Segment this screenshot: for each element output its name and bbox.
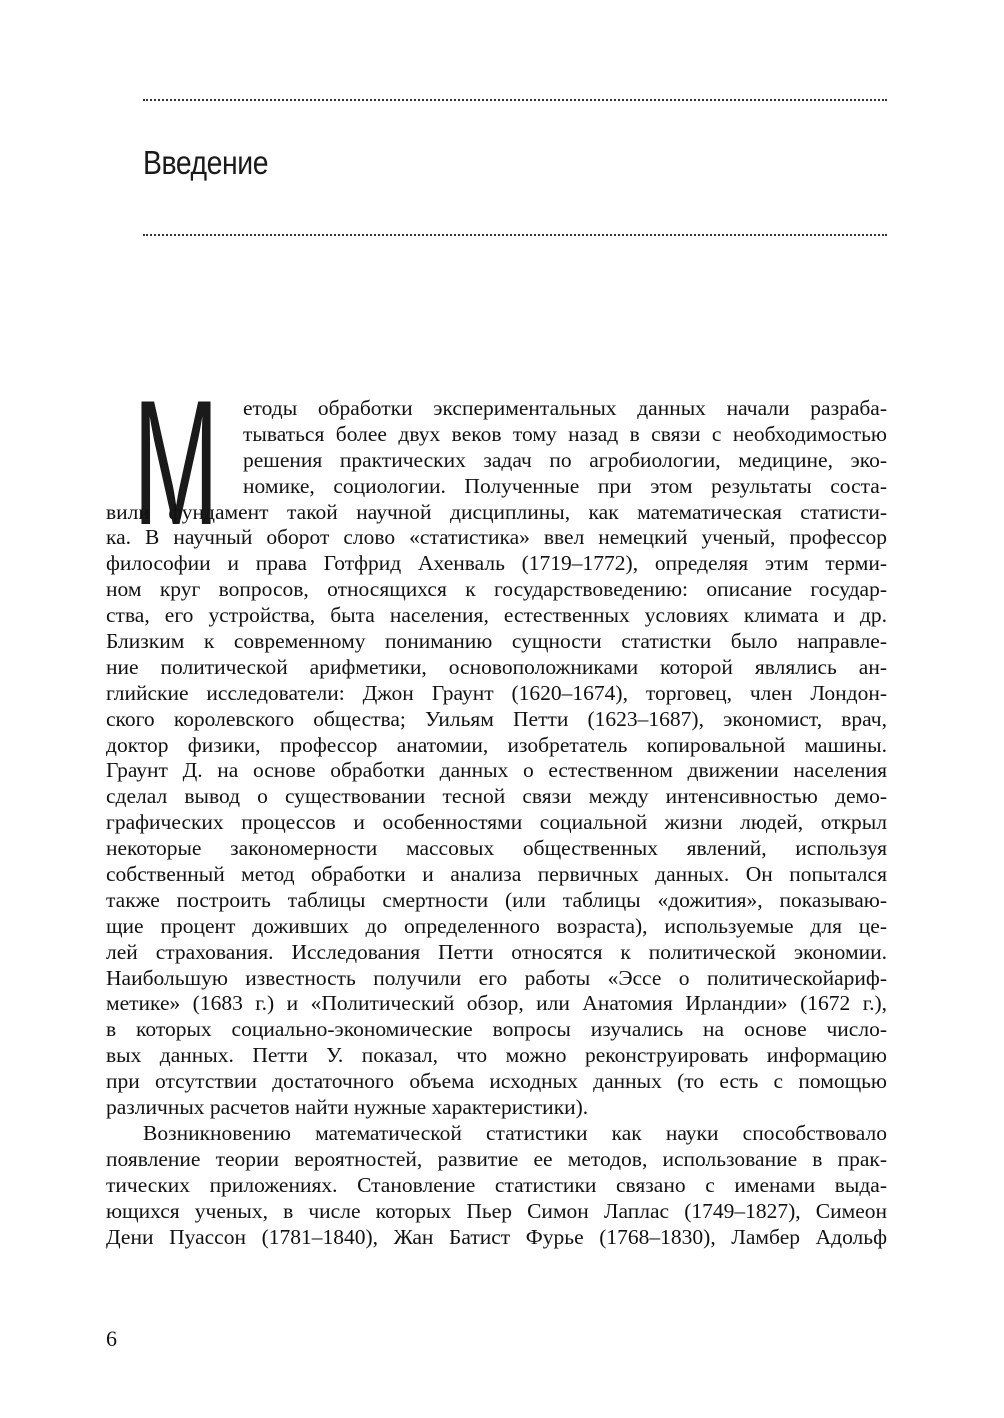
drop-cap: М xyxy=(133,363,220,562)
text-line: етоды обработки экспериментальных данных начали разраба- xyxy=(243,396,887,420)
top-dotted-rule xyxy=(143,99,887,101)
text-line: Наибольшую известность получили его работы «Эссе о политическойариф- xyxy=(106,965,887,990)
text-line: появление теории вероятностей, развитие ее методов, использование в прак- xyxy=(106,1146,887,1171)
text-line: тических приложениях. Становление статистики связано с именами выда- xyxy=(106,1172,887,1197)
paragraph-2 xyxy=(106,1121,887,1250)
body-text xyxy=(106,396,887,1250)
text-line: некоторые закономерности массовых общественных явлений, используя xyxy=(106,836,887,861)
text-line: ние политической арифметики, основоположниками которой являлись ан- xyxy=(106,654,887,679)
text-line: лей страхования. Исследования Петти относятся к политической экономии. xyxy=(106,939,887,964)
bottom-dotted-rule xyxy=(143,234,887,236)
text-line: тываться более двух веков тому назад в связи с необходимостью xyxy=(243,421,887,446)
text-line: графических процессов и особенностями социальной жизни людей, открыл xyxy=(106,810,887,835)
text-line: различных расчетов найти нужные характеристики). xyxy=(106,1095,589,1120)
text-line: вых данных. Петти У. показал, что можно реконструировать информацию xyxy=(106,1043,887,1068)
text-line: в которых социально-экономические вопросы изучались на основе числo- xyxy=(106,1017,887,1042)
text-line: Дени Пуассон (1781–1840), Жан Батист Фурье (1768–1830), Ламбер Адольф xyxy=(106,1224,887,1249)
text-line: глийские исследователи: Джон Граунт (1620–1674), торговец, член Лондон- xyxy=(106,680,887,705)
text-line: вили фундамент такой научной дисциплины, как математическая статисти- xyxy=(106,499,887,524)
text-line: сделал вывод о существовании тесной связи между интенсивностью демо- xyxy=(106,784,887,809)
page-number: 6 xyxy=(106,1326,117,1351)
text-line: также построить таблицы смертности (или таблицы «дожития», показываю- xyxy=(106,887,887,912)
text-line: номике, социологии. Полученные при этом результаты соста- xyxy=(243,473,887,498)
text-line: ном круг вопросов, относящихся к государствоведению: описание государ- xyxy=(106,577,887,602)
paragraph-1 xyxy=(106,396,887,1121)
text-line: решения практических задач по агробиологии, медицине, эко- xyxy=(243,447,887,472)
text-line: при отсутствии достаточного объема исходных данных (то есть с помощью xyxy=(106,1069,887,1094)
text-line: щие процент доживших до определенного возраста), используемые для це- xyxy=(106,913,887,938)
text-line: философии и права Готфрид Ахенваль (1719–1772), определяя этим терми- xyxy=(106,551,887,576)
text-line: метике» (1683 г.) и «Политический обзор, или Анатомия Ирландии» (1672 г.), xyxy=(106,991,887,1016)
text-line: Близким к современному пониманию сущности статистки было направле- xyxy=(106,629,887,654)
text-line: ского королевского общества; Уильям Петти (1623–1687), экономист, врач, xyxy=(106,706,887,731)
text-line: Возникновению математической статистики как науки способствовало xyxy=(143,1120,887,1145)
chapter-title: Введение xyxy=(143,144,269,181)
text-line: ющихся ученых, в числе которых Пьер Симон Лаплас (1749–1827), Симеон xyxy=(106,1198,887,1223)
text-line: Граунт Д. на основе обработки данных о естественном движении населения xyxy=(106,758,887,783)
text-line: доктор физики, профессор анатомии, изобретатель копировальной машины. xyxy=(106,732,887,757)
text-line: ка. В научный оборот слово «статистика» ввел немецкий ученый, профессор xyxy=(106,525,887,550)
text-line: ства, его устройства, быта населения, естественных условиях климата и др. xyxy=(106,603,887,628)
text-line: собственный метод обработки и анализа первичных данных. Он попытался xyxy=(106,862,887,887)
